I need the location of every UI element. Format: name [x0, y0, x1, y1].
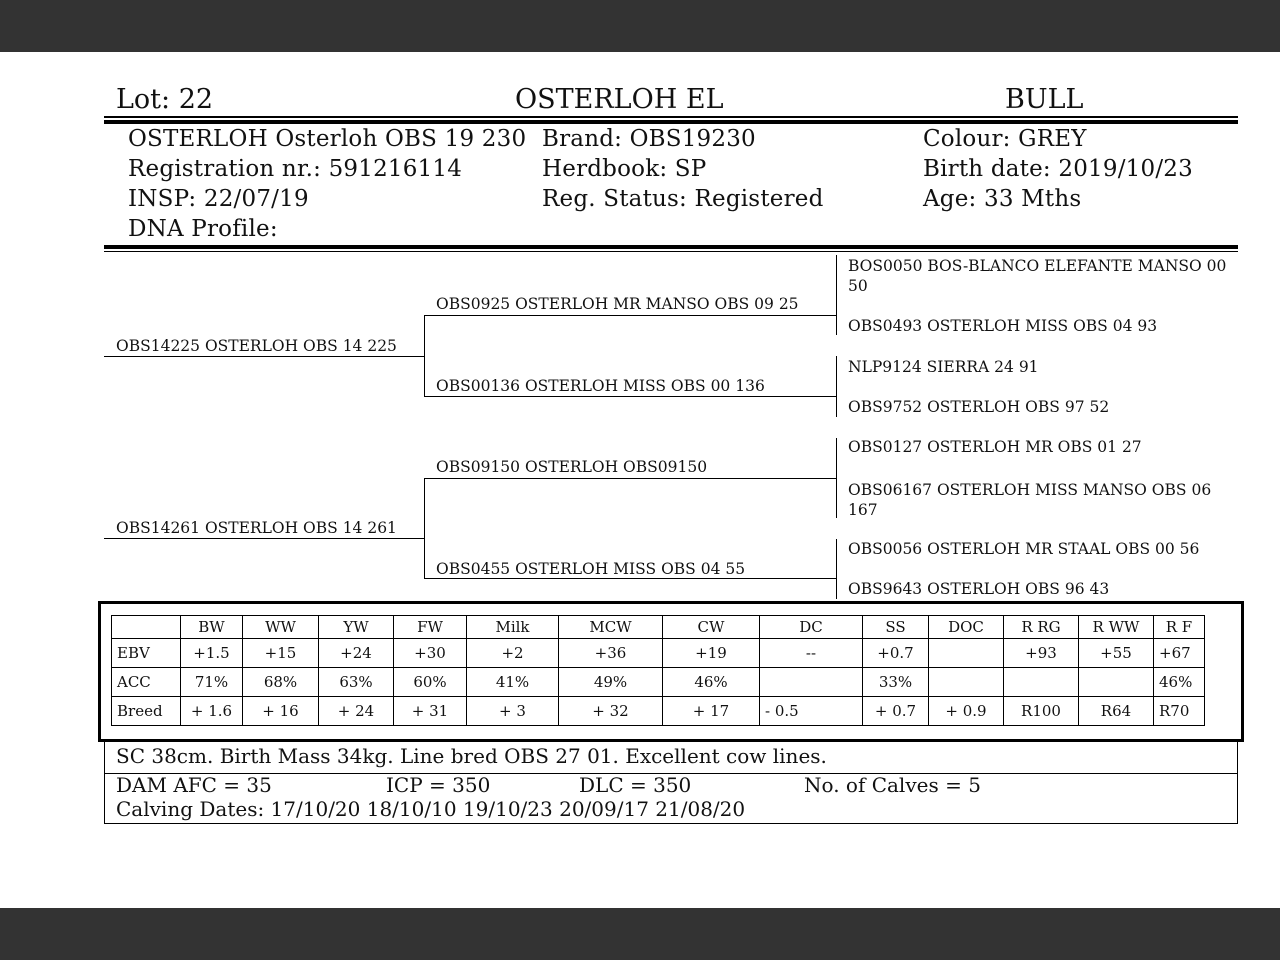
birth-date: Birth date: 2019/10/23	[923, 156, 1193, 182]
breed-row	[112, 697, 1205, 726]
ebv-table	[111, 615, 1205, 726]
table-cell: R100	[1004, 697, 1079, 726]
table-cell: + 16	[243, 697, 319, 726]
dam-dam: OBS0455 OSTERLOH MISS OBS 04 55	[436, 560, 746, 578]
dam-sire: OBS09150 OSTERLOH OBS09150	[436, 458, 708, 476]
sire: OBS14225 OSTERLOH OBS 14 225	[116, 337, 397, 355]
row-label: EBV	[112, 639, 181, 668]
dam-bracket	[424, 478, 425, 579]
table-cell: 60%	[394, 668, 467, 697]
ebv-row	[112, 639, 1205, 668]
sire-sire-line	[424, 315, 836, 316]
table-cell: +24	[319, 639, 394, 668]
table-cell: 63%	[319, 668, 394, 697]
table-cell: R70	[1154, 697, 1205, 726]
table-cell: +15	[243, 639, 319, 668]
ebv-header-row	[112, 616, 1205, 639]
row-label: ACC	[112, 668, 181, 697]
table-cell	[929, 668, 1004, 697]
document-page	[0, 52, 1280, 908]
animal-id: OSTERLOH Osterloh OBS 19 230	[128, 126, 527, 152]
sire-bracket	[424, 315, 425, 397]
table-cell: 49%	[559, 668, 663, 697]
icp: ICP = 350	[386, 773, 491, 797]
dam-sire-line	[424, 478, 836, 479]
table-cell: + 1.6	[181, 697, 243, 726]
table-cell: 33%	[863, 668, 929, 697]
number-of-calves: No. of Calves = 5	[804, 773, 981, 797]
table-cell: - 0.5	[760, 697, 863, 726]
table-cell: + 17	[663, 697, 760, 726]
table-cell: +0.7	[863, 639, 929, 668]
calving-dates: Calving Dates: 17/10/20 18/10/10 19/10/23 20/09/17 21/08/20	[116, 797, 746, 821]
table-cell: + 0.7	[863, 697, 929, 726]
dam-line	[104, 538, 424, 539]
table-cell: +93	[1004, 639, 1079, 668]
great-grandparent-1: BOS0050 BOS-BLANCO ELEFANTE MANSO 00 50	[848, 257, 1227, 295]
header-cell: CW	[663, 616, 760, 639]
table-cell: +2	[467, 639, 559, 668]
top-dark-bar	[0, 0, 1280, 52]
header-cell: BW	[181, 616, 243, 639]
table-cell: + 3	[467, 697, 559, 726]
comments-row	[105, 742, 1237, 774]
row-label: Breed	[112, 697, 181, 726]
great-grandparent-3: NLP9124 SIERRA 24 91	[848, 358, 1039, 376]
table-cell: + 0.9	[929, 697, 1004, 726]
table-cell: R64	[1079, 697, 1154, 726]
dlc: DLC = 350	[579, 773, 692, 797]
great-grandparent-5: OBS0127 OSTERLOH MR OBS 01 27	[848, 438, 1142, 456]
header-cell: YW	[319, 616, 394, 639]
herdbook: Herdbook: SP	[542, 156, 707, 182]
registration-number: Registration nr.: 591216114	[128, 156, 463, 182]
table-cell: + 24	[319, 697, 394, 726]
header-cell: DOC	[929, 616, 1004, 639]
header-cell: R WW	[1079, 616, 1154, 639]
header-cell	[112, 616, 181, 639]
acc-row	[112, 668, 1205, 697]
great-grandparent-7: OBS0056 OSTERLOH MR STAAL OBS 00 56	[848, 540, 1200, 558]
gg-bracket-1	[836, 255, 837, 335]
table-cell: +30	[394, 639, 467, 668]
table-cell: 41%	[467, 668, 559, 697]
header-cell: R RG	[1004, 616, 1079, 639]
header-cell: FW	[394, 616, 467, 639]
great-grandparent-2: OBS0493 OSTERLOH MISS OBS 04 93	[848, 317, 1158, 335]
sire-dam-line	[424, 396, 836, 397]
lot-number: Lot: 22	[116, 84, 214, 115]
table-cell: +36	[559, 639, 663, 668]
header-cell: Milk	[467, 616, 559, 639]
table-cell: 46%	[1154, 668, 1205, 697]
info-rule-thin	[104, 251, 1238, 252]
header-cell: WW	[243, 616, 319, 639]
header-cell: SS	[863, 616, 929, 639]
age: Age: 33 Mths	[923, 186, 1082, 212]
colour: Colour: GREY	[923, 126, 1087, 152]
table-cell: +1.5	[181, 639, 243, 668]
table-cell	[760, 668, 863, 697]
great-grandparent-4: OBS9752 OSTERLOH OBS 97 52	[848, 398, 1110, 416]
great-grandparent-8: OBS9643 OSTERLOH OBS 96 43	[848, 580, 1110, 598]
header-cell: DC	[760, 616, 863, 639]
ebv-table-frame	[98, 601, 1244, 742]
dam: OBS14261 OSTERLOH OBS 14 261	[116, 519, 397, 537]
table-cell: --	[760, 639, 863, 668]
header-cell: R F	[1154, 616, 1205, 639]
gg-bracket-2	[836, 356, 837, 417]
info-rule-thick	[104, 245, 1238, 249]
great-grandparent-6: OBS06167 OSTERLOH MISS MANSO OBS 06 167	[848, 481, 1212, 519]
sire-line	[104, 356, 424, 357]
table-cell: + 32	[559, 697, 663, 726]
dam-afc: DAM AFC = 35	[116, 773, 272, 797]
brand: Brand: OBS19230	[542, 126, 756, 152]
table-cell: + 31	[394, 697, 467, 726]
table-cell	[929, 639, 1004, 668]
table-cell: 71%	[181, 668, 243, 697]
table-cell	[1004, 668, 1079, 697]
table-cell	[1079, 668, 1154, 697]
inspection-date: INSP: 22/07/19	[128, 186, 309, 212]
gg-bracket-4	[836, 539, 837, 599]
dam-dam-line	[424, 578, 836, 579]
table-cell: +55	[1079, 639, 1154, 668]
header-rule-thick	[104, 120, 1238, 124]
bottom-dark-bar	[0, 908, 1280, 960]
animal-title: OSTERLOH EL	[515, 84, 724, 115]
gg-bracket-3	[836, 438, 837, 518]
table-cell: 68%	[243, 668, 319, 697]
table-cell: 46%	[663, 668, 760, 697]
comments-box	[104, 741, 1238, 824]
header-rule-thin	[104, 116, 1238, 118]
sire-dam: OBS00136 OSTERLOH MISS OBS 00 136	[436, 377, 765, 395]
table-cell: +67	[1154, 639, 1205, 668]
comment-line: SC 38cm. Birth Mass 34kg. Line bred OBS 27 01. Excellent cow lines.	[116, 744, 827, 768]
reg-status: Reg. Status: Registered	[542, 186, 824, 212]
dna-profile: DNA Profile:	[128, 216, 278, 242]
sex-label: BULL	[1005, 84, 1084, 115]
sire-sire: OBS0925 OSTERLOH MR MANSO OBS 09 25	[436, 295, 799, 313]
header-cell: MCW	[559, 616, 663, 639]
table-cell: +19	[663, 639, 760, 668]
